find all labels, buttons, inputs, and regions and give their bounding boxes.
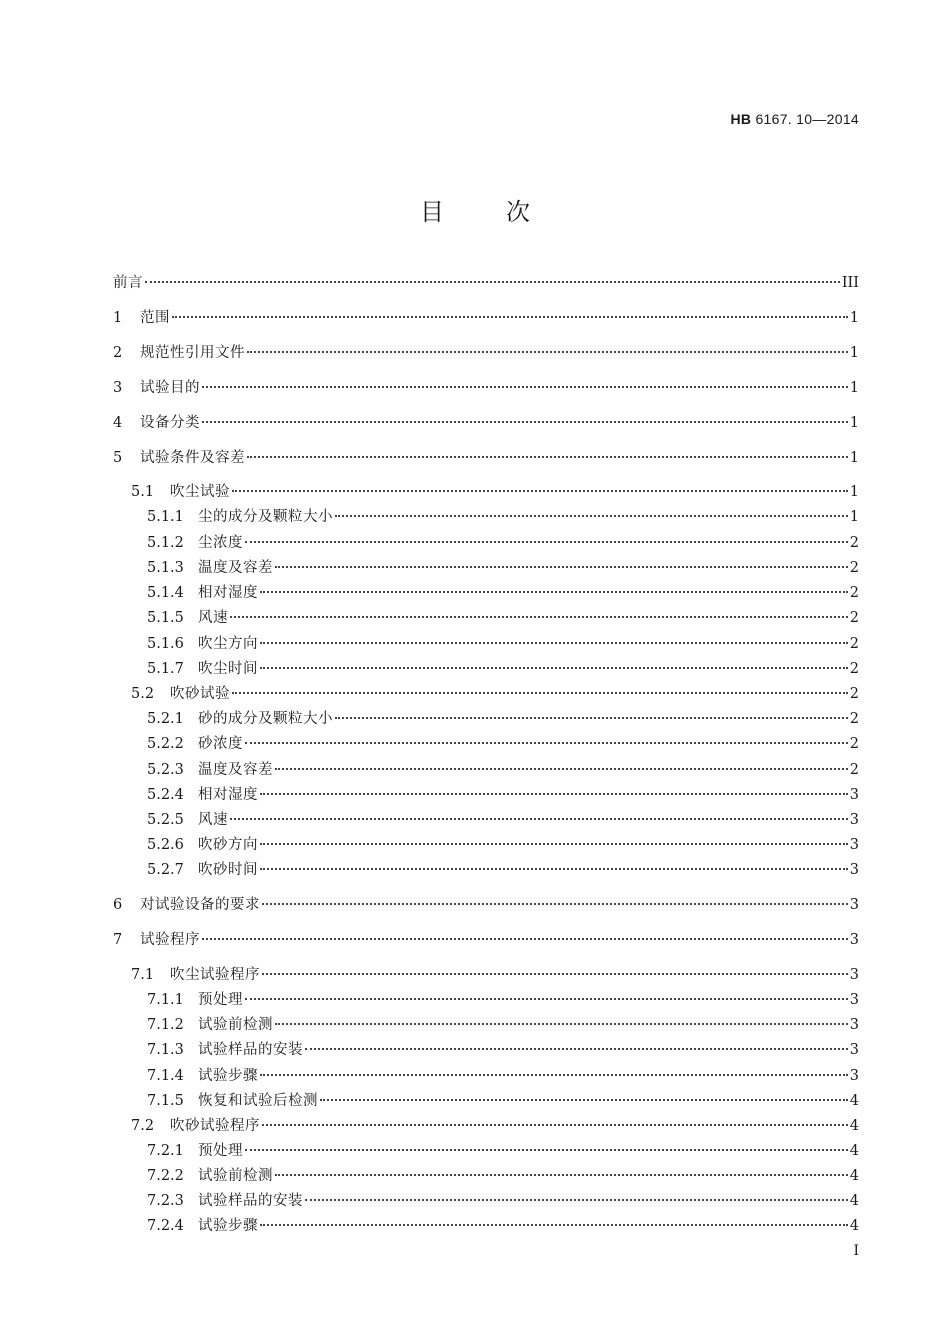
dot-leader bbox=[230, 818, 848, 820]
toc-entry-title: 试验前检测 bbox=[198, 1017, 273, 1033]
toc-entry-title: 预处理 bbox=[198, 992, 243, 1008]
toc-entry-title: 试验步骤 bbox=[198, 1218, 258, 1234]
toc-entry-page: 1 bbox=[849, 484, 859, 500]
dot-leader bbox=[202, 421, 848, 423]
toc-entry-number: 4 bbox=[113, 415, 123, 431]
toc-entry-page: 3 bbox=[849, 837, 859, 853]
toc-entry-number: 7.2.1 bbox=[147, 1143, 184, 1159]
dot-leader bbox=[275, 566, 848, 568]
toc-entry bbox=[0, 1215, 950, 1237]
dot-leader bbox=[260, 1074, 848, 1076]
toc-entry-number: 1 bbox=[113, 310, 123, 326]
toc-entry-number: 3 bbox=[113, 380, 123, 396]
toc-entry-number: 5.2.6 bbox=[147, 837, 184, 853]
toc-entry-title: 设备分类 bbox=[140, 415, 200, 431]
dot-leader bbox=[145, 281, 840, 283]
toc-entry-number: 7.2 bbox=[131, 1118, 155, 1134]
toc-entry-page: 2 bbox=[849, 762, 859, 778]
toc-entry-page: 3 bbox=[849, 1068, 859, 1084]
toc-entry bbox=[0, 447, 950, 469]
toc-entry-number: 5.1.5 bbox=[147, 610, 184, 626]
toc-entry-number: 7.2.2 bbox=[147, 1168, 184, 1184]
dot-leader bbox=[275, 1023, 848, 1025]
toc-entry-page: 1 bbox=[849, 415, 859, 431]
toc-entry bbox=[0, 633, 950, 655]
toc-entry-number: 5.2.5 bbox=[147, 812, 184, 828]
toc-entry bbox=[0, 733, 950, 755]
toc-entry bbox=[0, 307, 950, 329]
toc-entry-title: 温度及容差 bbox=[198, 762, 273, 778]
toc-entry-number: 7 bbox=[113, 932, 123, 948]
toc-entry-page: 4 bbox=[849, 1193, 859, 1209]
toc-entry-title: 风速 bbox=[198, 812, 228, 828]
toc-entry-number: 5.1 bbox=[131, 484, 155, 500]
toc-entry bbox=[0, 683, 950, 705]
toc-entry-title: 风速 bbox=[198, 610, 228, 626]
toc-entry-page: 2 bbox=[849, 661, 859, 677]
dot-leader bbox=[320, 1099, 848, 1101]
toc-entry-number: 7.1.2 bbox=[147, 1017, 184, 1033]
toc-entry-page: 1 bbox=[849, 450, 859, 466]
toc-entry-page: 4 bbox=[849, 1218, 859, 1234]
toc-entry-title: 吹砂试验 bbox=[170, 686, 230, 702]
toc-entry-title: 试验程序 bbox=[140, 932, 200, 948]
toc-entry-page: 3 bbox=[849, 862, 859, 878]
toc-entry-title: 尘浓度 bbox=[198, 535, 243, 551]
toc-entry bbox=[0, 1065, 950, 1087]
toc-entry-page: 2 bbox=[849, 711, 859, 727]
dot-leader bbox=[247, 351, 848, 353]
toc-entry bbox=[0, 759, 950, 781]
toc-entry-number: 7.1.4 bbox=[147, 1068, 184, 1084]
dot-leader bbox=[202, 386, 848, 388]
toc-entry-page: 4 bbox=[849, 1093, 859, 1109]
dot-leader bbox=[260, 843, 848, 845]
toc-entry-title: 吹砂试验程序 bbox=[170, 1118, 260, 1134]
toc-entry-title: 尘的成分及颗粒大小 bbox=[198, 509, 333, 525]
toc-entry-title: 试验样品的安装 bbox=[198, 1042, 303, 1058]
dot-leader bbox=[335, 515, 848, 517]
dot-leader bbox=[245, 541, 848, 543]
toc-entry-page: 2 bbox=[849, 736, 859, 752]
toc-entry-page: 3 bbox=[849, 932, 859, 948]
toc-entry-title: 前言 bbox=[113, 275, 143, 291]
toc-entry-number: 6 bbox=[113, 897, 123, 913]
toc-entry bbox=[0, 784, 950, 806]
dot-leader bbox=[260, 591, 848, 593]
toc-entry-page: 1 bbox=[849, 345, 859, 361]
toc-entry bbox=[0, 658, 950, 680]
toc-entry bbox=[0, 809, 950, 831]
toc-entry-page: 1 bbox=[849, 380, 859, 396]
toc-entry bbox=[0, 894, 950, 916]
toc-entry bbox=[0, 1039, 950, 1061]
toc-entry-number: 5.2.3 bbox=[147, 762, 184, 778]
dot-leader bbox=[262, 973, 848, 975]
toc-entry-number: 7.2.4 bbox=[147, 1218, 184, 1234]
toc-entry-title: 预处理 bbox=[198, 1143, 243, 1159]
toc-entry-page: 3 bbox=[849, 787, 859, 803]
dot-leader bbox=[232, 692, 848, 694]
toc-entry bbox=[0, 412, 950, 434]
toc-entry bbox=[0, 929, 950, 951]
toc-entry-title: 砂的成分及颗粒大小 bbox=[198, 711, 333, 727]
toc-entry bbox=[0, 272, 950, 294]
toc-entry-page: 2 bbox=[849, 636, 859, 652]
dot-leader bbox=[275, 768, 848, 770]
toc-entry-number: 5.2.2 bbox=[147, 736, 184, 752]
toc-entry bbox=[0, 506, 950, 528]
toc-entry-page: 4 bbox=[849, 1168, 859, 1184]
toc-entry bbox=[0, 582, 950, 604]
document-code-number: 6167. 10—2014 bbox=[751, 111, 859, 127]
toc-entry-page: 2 bbox=[849, 560, 859, 576]
dot-leader bbox=[260, 793, 848, 795]
toc-entry-number: 7.1 bbox=[131, 967, 155, 983]
dot-leader bbox=[305, 1048, 848, 1050]
toc-entry-title: 试验目的 bbox=[140, 380, 200, 396]
toc-entry bbox=[0, 834, 950, 856]
toc-entry-title: 范围 bbox=[140, 310, 170, 326]
toc-entry-number: 5.2.4 bbox=[147, 787, 184, 803]
toc-entry-number: 2 bbox=[113, 345, 123, 361]
toc-entry-number: 5.2.7 bbox=[147, 862, 184, 878]
toc-entry-page: 3 bbox=[849, 1017, 859, 1033]
toc-entry bbox=[0, 532, 950, 554]
toc-entry-page: 2 bbox=[849, 535, 859, 551]
toc-entry bbox=[0, 481, 950, 503]
toc-entry bbox=[0, 1140, 950, 1162]
dot-leader bbox=[172, 316, 848, 318]
toc-entry bbox=[0, 989, 950, 1011]
toc-entry-title: 对试验设备的要求 bbox=[140, 897, 260, 913]
toc-entry-number: 5 bbox=[113, 450, 123, 466]
toc-entry-number: 5.1.7 bbox=[147, 661, 184, 677]
toc-entry-title: 温度及容差 bbox=[198, 560, 273, 576]
toc-entry-number: 5.1.6 bbox=[147, 636, 184, 652]
dot-leader bbox=[260, 1224, 848, 1226]
toc-entry-number: 7.2.3 bbox=[147, 1193, 184, 1209]
toc-entry-page: 2 bbox=[849, 610, 859, 626]
toc-entry bbox=[0, 964, 950, 986]
toc-entry-number: 5.2 bbox=[131, 686, 155, 702]
toc-entry-title: 相对湿度 bbox=[198, 585, 258, 601]
toc-entry bbox=[0, 1190, 950, 1212]
dot-leader bbox=[202, 938, 848, 940]
page-number: I bbox=[853, 1243, 859, 1259]
toc-entry-page: 4 bbox=[849, 1143, 859, 1159]
toc-entry-title: 吹尘试验程序 bbox=[170, 967, 260, 983]
toc-entry-page: III bbox=[841, 275, 859, 291]
toc-entry-page: 2 bbox=[849, 585, 859, 601]
dot-leader bbox=[262, 903, 848, 905]
toc-entry-title: 吹砂方向 bbox=[198, 837, 258, 853]
page-title: 目次 bbox=[420, 198, 592, 226]
dot-leader bbox=[305, 1199, 848, 1201]
toc-entry bbox=[0, 708, 950, 730]
toc-entry-page: 3 bbox=[849, 897, 859, 913]
toc-entry-title: 规范性引用文件 bbox=[140, 345, 245, 361]
toc-entry bbox=[0, 1090, 950, 1112]
dot-leader bbox=[245, 742, 848, 744]
toc-entry-page: 3 bbox=[849, 1042, 859, 1058]
toc-entry-title: 吹尘试验 bbox=[170, 484, 230, 500]
toc-entry bbox=[0, 859, 950, 881]
toc-entry-page: 3 bbox=[849, 992, 859, 1008]
dot-leader bbox=[232, 490, 848, 492]
dot-leader bbox=[275, 1174, 848, 1176]
dot-leader bbox=[247, 456, 848, 458]
toc-entry-title: 吹尘方向 bbox=[198, 636, 258, 652]
toc-entry-title: 试验步骤 bbox=[198, 1068, 258, 1084]
toc-entry bbox=[0, 1115, 950, 1137]
toc-entry-number: 5.1.2 bbox=[147, 535, 184, 551]
toc-entry-page: 3 bbox=[849, 812, 859, 828]
dot-leader bbox=[262, 1124, 848, 1126]
toc-entry-page: 4 bbox=[849, 1118, 859, 1134]
dot-leader bbox=[245, 1149, 848, 1151]
toc-entry-page: 1 bbox=[849, 509, 859, 525]
toc-entry bbox=[0, 607, 950, 629]
toc-entry-title: 吹尘时间 bbox=[198, 661, 258, 677]
toc-entry-number: 5.1.3 bbox=[147, 560, 184, 576]
toc-entry-number: 5.1.4 bbox=[147, 585, 184, 601]
toc-entry-number: 5.2.1 bbox=[147, 711, 184, 727]
dot-leader bbox=[260, 667, 848, 669]
dot-leader bbox=[260, 868, 848, 870]
toc-entry-number: 7.1.1 bbox=[147, 992, 184, 1008]
toc-entry bbox=[0, 342, 950, 364]
toc-entry bbox=[0, 377, 950, 399]
toc-entry-page: 2 bbox=[849, 686, 859, 702]
toc-entry-page: 3 bbox=[849, 967, 859, 983]
toc-entry bbox=[0, 1014, 950, 1036]
toc-entry bbox=[0, 1165, 950, 1187]
toc-entry-page: 1 bbox=[849, 310, 859, 326]
toc-entry-title: 砂浓度 bbox=[198, 736, 243, 752]
toc-entry-title: 相对湿度 bbox=[198, 787, 258, 803]
dot-leader bbox=[245, 998, 848, 1000]
document-code-prefix: HB bbox=[730, 111, 752, 127]
toc-entry-title: 恢复和试验后检测 bbox=[198, 1093, 318, 1109]
dot-leader bbox=[335, 717, 848, 719]
dot-leader bbox=[230, 616, 848, 618]
toc-entry-title: 试验样品的安装 bbox=[198, 1193, 303, 1209]
toc-entry bbox=[0, 557, 950, 579]
dot-leader bbox=[260, 642, 848, 644]
toc-entry-title: 试验前检测 bbox=[198, 1168, 273, 1184]
toc-entry-number: 7.1.3 bbox=[147, 1042, 184, 1058]
toc-entry-number: 5.1.1 bbox=[147, 509, 184, 525]
toc-entry-title: 试验条件及容差 bbox=[140, 450, 245, 466]
toc-entry-number: 7.1.5 bbox=[147, 1093, 184, 1109]
toc-entry-title: 吹砂时间 bbox=[198, 862, 258, 878]
